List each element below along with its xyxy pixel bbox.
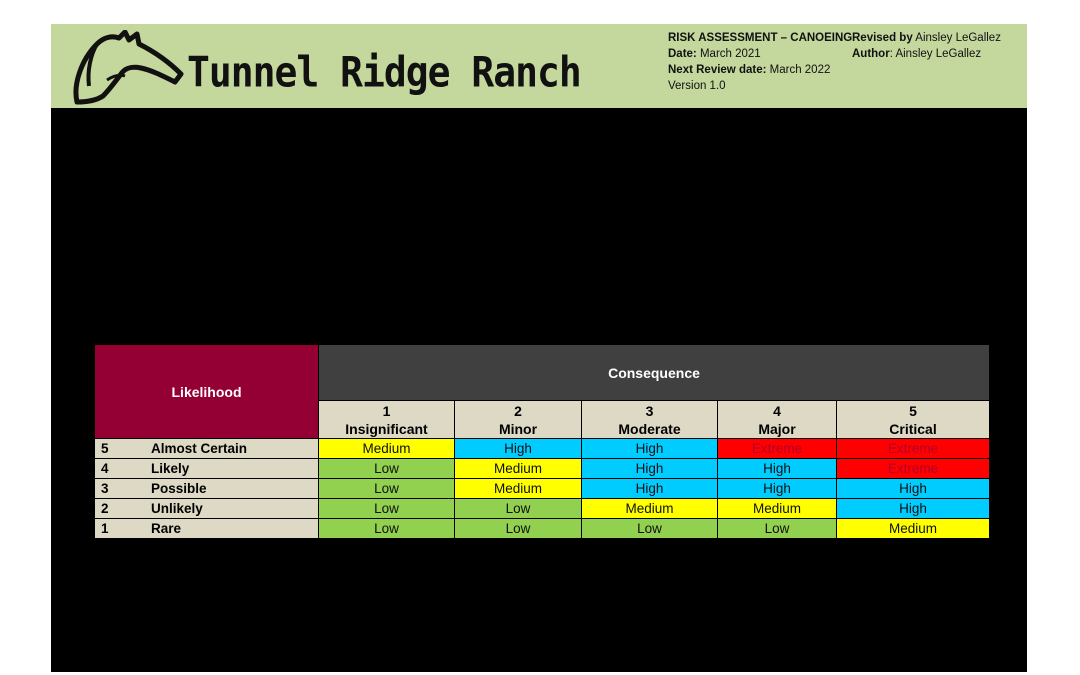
version-text: Version 1.0 [668,80,726,92]
risk-cell: Low [319,479,455,499]
risk-cell: Extreme [837,439,990,459]
risk-cell: High [718,479,837,499]
risk-cell: Medium [455,479,582,499]
row-header [95,479,319,499]
document-info [668,30,852,94]
column-number: 4 [773,402,781,419]
risk-cell: Low [455,519,582,539]
row-header [95,499,319,519]
row-number: 2 [101,501,109,516]
risk-cell: Low [455,499,582,519]
column-label: Moderate [618,420,681,437]
column-header [718,401,837,439]
row-label: Unlikely [151,501,203,516]
risk-cell: Low [319,499,455,519]
consequence-header: Consequence [319,345,990,401]
risk-cell: Low [582,519,718,539]
column-number: 2 [514,402,522,419]
row-number: 4 [101,461,109,476]
risk-matrix-table [94,344,990,539]
review-label: Next Review date: [668,64,767,76]
risk-cell: High [455,439,582,459]
revised-label: Revised by [852,32,913,44]
risk-cell: Low [319,519,455,539]
table-row [95,499,990,519]
risk-cell: Extreme [837,459,990,479]
author-info [852,30,1001,62]
document-header [51,24,1027,108]
risk-cell: High [718,459,837,479]
row-number: 5 [101,441,109,456]
revised-value: Ainsley LeGallez [915,32,1001,44]
risk-cell: High [582,459,718,479]
table-row [95,439,990,459]
column-header [582,401,718,439]
risk-cell: Medium [837,519,990,539]
table-row [95,479,990,499]
column-header [455,401,582,439]
row-label: Rare [151,521,182,536]
review-value: March 2022 [769,64,831,76]
author-value: : Ainsley LeGallez [889,48,982,60]
row-header [95,459,319,479]
row-header [95,439,319,459]
column-number: 3 [645,402,654,419]
risk-cell: Medium [718,499,837,519]
column-header [837,401,990,439]
brand-name: Tunnel Ridge Ranch [187,47,581,97]
column-label: Insignificant [345,420,428,437]
row-number: 3 [101,481,109,496]
column-header [319,401,455,439]
risk-cell: Medium [319,439,455,459]
risk-cell: Medium [582,499,718,519]
risk-cell: Extreme [718,439,837,459]
risk-cell: High [837,499,990,519]
likelihood-header: Likelihood [95,345,319,439]
horse-head-logo-icon [67,30,187,106]
row-header [95,519,319,539]
author-label: Author [852,48,890,60]
table-row [95,519,990,539]
date-value: March 2021 [699,48,761,60]
risk-cell: High [582,439,718,459]
document-page [51,24,1027,672]
column-number: 1 [382,402,391,419]
date-label: Date: [668,48,697,60]
column-label: Critical [889,420,937,437]
risk-cell: Medium [455,459,582,479]
row-label: Possible [151,481,207,496]
document-title: RISK ASSESSMENT – CANOEING [668,32,853,44]
risk-cell: High [837,479,990,499]
row-label: Almost Certain [151,441,248,456]
risk-cell: Low [718,519,837,539]
row-number: 1 [101,521,109,536]
column-label: Major [758,420,796,437]
column-number: 5 [909,402,917,419]
row-label: Likely [151,461,190,476]
risk-cell: Low [319,459,455,479]
table-row [95,459,990,479]
risk-cell: High [582,479,718,499]
column-label: Minor [498,420,538,437]
